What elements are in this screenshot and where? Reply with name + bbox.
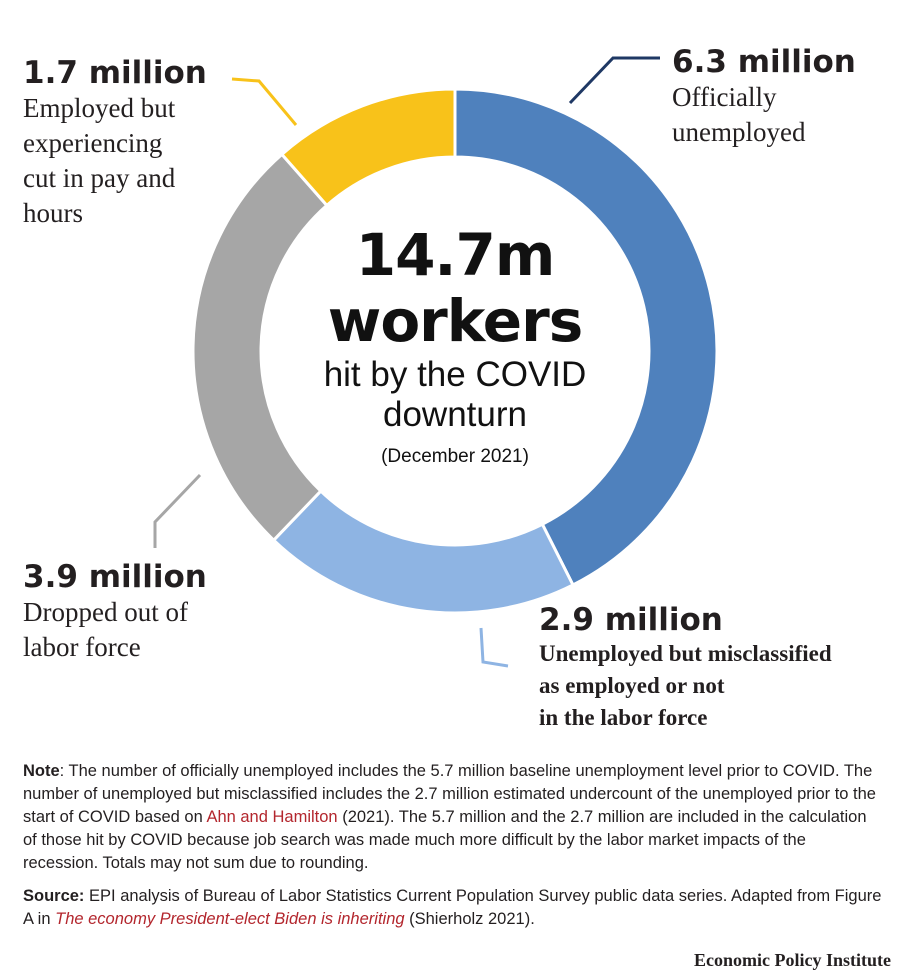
total-unit: workers: [327, 287, 583, 355]
data-label-desc: unemployed: [672, 117, 806, 147]
note-text-2: (2021). The 5.7 million and the 2.7 million are included in the calculation of those hit by COVID because job search was made much more difficult by the labor market impacts of the recession. Totals may not sum due to rounding.: [23, 808, 867, 872]
data-label-desc: in the labor force: [539, 705, 708, 730]
date-label: (December 2021): [381, 446, 529, 467]
leader-line-2: [155, 475, 200, 548]
note-text-1: : The number of officially unemployed includes the 5.7 million baseline unemployment level prior to COVID. The number of unemployed but misclassified includes the 2.7 million estimated undercount of the unemployed prior to the start of COVID based on: [23, 762, 876, 826]
data-label-value: 3.9 million: [23, 559, 207, 595]
data-label-desc: Dropped out of: [23, 597, 188, 627]
label-misclassified: [539, 602, 832, 734]
leader-line-1: [481, 628, 508, 666]
data-label-value: 1.7 million: [23, 55, 207, 91]
source-link-report[interactable]: The economy President-elect Biden is inheriting: [55, 910, 405, 928]
data-label-desc: hours: [23, 198, 83, 228]
note-link-ahn-hamilton[interactable]: Ahn and Hamilton: [206, 808, 338, 826]
leader-line-3: [232, 79, 296, 125]
source-label: Source:: [23, 887, 85, 905]
data-label-desc: Employed but: [23, 93, 176, 123]
subtitle-line2: downturn: [383, 395, 527, 434]
chart-source: [23, 885, 883, 931]
source-text-2: (Shierholz 2021).: [404, 910, 535, 928]
chart-note: [23, 760, 883, 875]
label-dropped-out: [23, 559, 207, 665]
data-label-value: 6.3 million: [672, 44, 856, 80]
chart-center-title: [255, 222, 655, 470]
source-text-1: EPI analysis of Bureau of Labor Statistics Current Population Survey public data series. Adapted from Figure A in: [23, 887, 882, 928]
brand-logo-text: Economic Policy Institute: [694, 950, 891, 970]
data-label-value: 2.9 million: [539, 602, 723, 638]
data-label-desc: as employed or not: [539, 673, 725, 698]
donut-slice-1: [274, 491, 573, 613]
data-label-desc: Unemployed but misclassified: [539, 641, 832, 666]
data-label-desc: cut in pay and: [23, 163, 176, 193]
label-officially-unemployed: [672, 44, 856, 150]
subtitle-line1: hit by the COVID: [323, 355, 587, 394]
data-label-desc: experiencing: [23, 128, 163, 158]
data-label-desc: Officially: [672, 82, 777, 112]
data-label-desc: labor force: [23, 632, 141, 662]
label-pay-cut: [23, 55, 207, 231]
leader-line-0: [570, 58, 660, 103]
note-label: Note: [23, 762, 60, 780]
total-value: 14.7m: [355, 221, 555, 289]
